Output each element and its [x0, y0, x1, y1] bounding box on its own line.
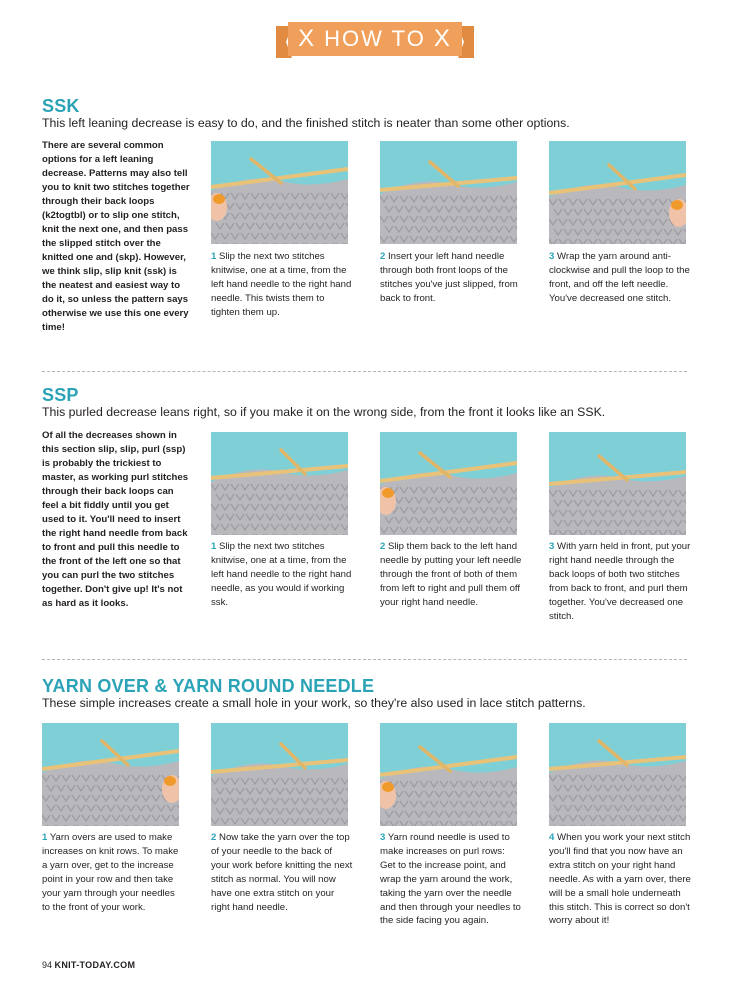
step-photo-ssk-2 — [380, 141, 517, 244]
section-divider — [42, 371, 687, 372]
site-url: KNIT-TODAY.COM — [54, 960, 136, 970]
knitting-illustration — [211, 141, 348, 244]
section-title-ssk: SSK — [42, 96, 80, 116]
step-photo-ssk-1 — [211, 141, 348, 244]
step-photo-ssp-1 — [211, 432, 348, 535]
page-footer — [42, 960, 135, 970]
page-number: 94 — [42, 960, 53, 970]
step-text: Slip the next two stitches knitwise, one at a time, from the left hand needle to the right hand needle, as you would if working ssk. — [211, 541, 352, 608]
knitting-illustration — [380, 723, 517, 826]
step-caption — [380, 250, 522, 306]
intro-text-ssp: Of all the decreases shown in this section slip, slip, purl (ssp) is probably the trickiest to master, as working purl stitches through their back loops can feel a bit fiddly until you get used to it. You'll need to insert the right hand needle from back to front and pull this needle to the front of the left one so that you can purl the two stitches together. Don't give up! It's not as hard as it looks. — [42, 430, 189, 609]
step-photo-yo-4 — [549, 723, 686, 826]
knitting-illustration — [211, 432, 348, 535]
step-number: 4 — [549, 832, 555, 843]
x-icon-left: X — [298, 25, 317, 52]
step-number: 1 — [42, 832, 48, 843]
intro-text-ssk: There are several common options for a left leaning decrease. Patterns may also tell you to knit two stitches together through their back loops (k2togtbl) or to slip one stitch, knit the next one, and then pass the slipped stitch over the knitted one and (skp). However, we think slip, slip knit (ssk) is the neatest and easiest way to do it, so unless the pattern says otherwise we use this one every time! — [42, 140, 190, 333]
step-text: Insert your left hand needle through both front loops of the stitches you've just slipped, from back to front. — [380, 251, 518, 304]
step-photo-yo-2 — [211, 723, 348, 826]
step-caption — [211, 540, 353, 610]
x-icon-right: X — [433, 25, 452, 52]
step-photo-yo-1 — [42, 723, 179, 826]
section-title-yarn-over: YARN OVER & YARN ROUND NEEDLE — [42, 676, 375, 696]
section-subtitle-ssp: This purled decrease leans right, so if you make it on the wrong side, from the front it looks like an SSK. — [42, 405, 606, 419]
step-number: 3 — [380, 832, 386, 843]
section-title-ssp: SSP — [42, 385, 79, 405]
step-number: 3 — [549, 251, 555, 262]
knitting-illustration — [380, 141, 517, 244]
step-text: Slip the next two stitches knitwise, one at a time, from the left hand needle to the right hand needle. This twists them to tighten them up. — [211, 251, 352, 318]
step-text: Slip them back to the left hand needle by putting your left needle through the front of both of them from left to right and pull them off your right hand needle. — [380, 541, 522, 608]
step-number: 2 — [380, 251, 386, 262]
step-text: Now take the yarn over the top of your needle to the back of your work before knitting the next stitch as normal. You will now have one extra stitch on your right hand needle. — [211, 832, 353, 913]
step-number: 1 — [211, 541, 217, 552]
step-text: With yarn held in front, put your right hand needle through the back loops of both two stitches from back to front, and purl them together. You've decreased one stitch. — [549, 541, 691, 622]
step-number: 2 — [211, 832, 217, 843]
step-caption — [380, 831, 522, 928]
step-photo-ssp-3 — [549, 432, 686, 535]
knitting-illustration — [42, 723, 179, 826]
step-text: Yarn overs are used to make increases on knit rows. To make a yarn over, get to the increase point in your row and then take your yarn through your needles to the front of your work. — [42, 832, 179, 913]
step-text: Wrap the yarn around anti-clockwise and pull the loop to the front, and off the left needle. You've decreased one stitch. — [549, 251, 690, 304]
step-photo-yo-3 — [380, 723, 517, 826]
section-subtitle-yarn-over: These simple increases create a small hole in your work, so they're also used in lace stitch patterns. — [42, 696, 586, 710]
step-text: When you work your next stitch you'll find that you now have an extra stitch on your right hand needle. As with a yarn over, there will be a small hole underneath this stitch. This is correct so don't worry about it! — [549, 832, 691, 927]
knitting-illustration — [549, 432, 686, 535]
section-divider — [42, 659, 687, 660]
section-subtitle-ssk: This left leaning decrease is easy to do, and the finished stitch is neater than some other options. — [42, 116, 570, 130]
step-caption — [380, 540, 522, 610]
how-to-banner — [276, 18, 474, 60]
step-photo-ssp-2 — [380, 432, 517, 535]
step-number: 2 — [380, 541, 386, 552]
step-caption — [549, 540, 691, 623]
step-text: Yarn round needle is used to make increases on purl rows: Get to the increase point, and wrap the yarn around the work, taking the yarn over the needle and then through your needles to the side facing you again. — [380, 832, 521, 927]
step-caption — [211, 250, 353, 320]
knitting-illustration — [549, 723, 686, 826]
step-caption — [42, 831, 184, 914]
step-caption — [549, 250, 691, 306]
banner-title: HOW TO — [324, 26, 426, 51]
step-caption — [549, 831, 691, 928]
knitting-illustration — [549, 141, 686, 244]
knitting-illustration — [211, 723, 348, 826]
step-caption — [211, 831, 353, 914]
step-number: 3 — [549, 541, 555, 552]
step-number: 1 — [211, 251, 217, 262]
knitting-illustration — [380, 432, 517, 535]
step-photo-ssk-3 — [549, 141, 686, 244]
